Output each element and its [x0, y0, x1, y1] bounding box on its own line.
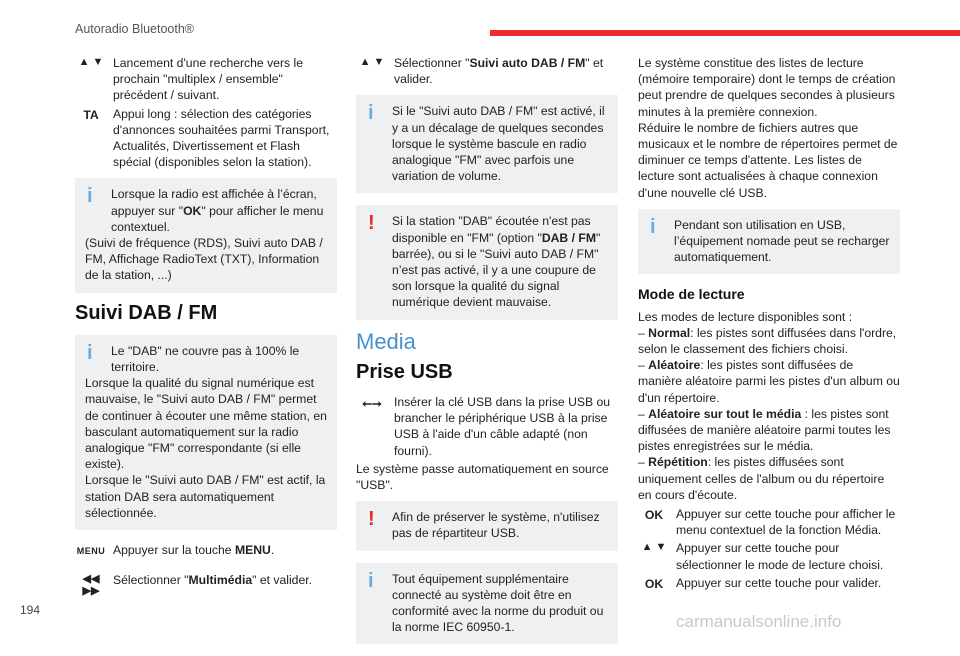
charging-text: Pendant son utilisation en USB, l’équipement nomade peut se recharger automatiquement. [674, 217, 890, 265]
ta-icon: TA [83, 107, 99, 122]
left-right-arrows-icon: ◀◀ ▶▶ [82, 573, 100, 598]
warning-box-sound-cut [356, 205, 618, 319]
menu-instruction-text: Appuyer sur la touche MENU. [113, 543, 275, 558]
ok-menu-text: Appuyer sur cette touche pour afficher le menu contextuel de la fonction Média. [676, 507, 896, 538]
usb-icon: ⭠⭢ [362, 396, 382, 411]
watermark: carmanualsonline.info [676, 612, 842, 631]
norm-text: Tout équipement supplémentaire connecté au système doit être en conformité avec la norme du produit ou la norme IEC 60950-1. [392, 571, 604, 635]
running-header: Autoradio Bluetooth® [75, 22, 195, 36]
mode-normal: – Normal: les pistes sont diffusées dans l'ordre, selon le classement des fichiers choisi. [638, 325, 897, 357]
info-box-dab-coverage [75, 335, 337, 530]
info-icon: i [368, 102, 374, 125]
modes-intro: Les modes de lecture disponibles sont : [638, 309, 853, 324]
heading-suivi-dab-fm: Suivi DAB / FM [75, 301, 218, 324]
menu-instruction [75, 542, 337, 558]
ta-instruction [75, 106, 337, 171]
search-multiplex-text: Lancement d'une recherche vers le prochain "multiplex / ensemble" précédent / suivant. [113, 56, 303, 103]
ok-key-icon: OK [644, 576, 664, 591]
usb-instruction-text: Insérer la clé USB dans la prise USB ou brancher le périphérique USB à la prise USB à l'aide d'un câble adapté (non fourni). [394, 395, 611, 458]
dab-coverage-text: Le "DAB" ne couvre pas à 100% le territoire. [111, 343, 300, 375]
info-icon: i [650, 215, 656, 238]
usb-hub-text: Afin de préserver le système, n'utilisez pas de répartiteur USB. [392, 510, 600, 541]
playlist-reduce-text: Réduire le nombre de fichiers autres que musicaux et le nombre de répertoires permet de diminuer ce temps d'attente. Les listes de lecture sont actualisées à chaque connexion d'une nouvelle clé USB. [638, 120, 898, 200]
info-box-delay [356, 95, 618, 193]
info-box-text: Lorsque la radio est affichée à l’écran, appuyer sur "OK" pour afficher le menu contextuel. [111, 187, 324, 234]
info-icon: i [87, 341, 93, 364]
ta-text: Appui long : sélection des catégories d'annonces souhaitées parmi Transport, Actualités, Divertissement et Flash spécial (disponibles selon la station). [113, 106, 330, 170]
heading-mode-de-lecture: Mode de lecture [638, 286, 745, 303]
up-down-arrows-icon: ▲ ▼ [641, 541, 667, 554]
ok-menu-instruction [638, 506, 900, 538]
menu-key-icon: MENU [76, 546, 106, 557]
column-3 [638, 55, 900, 593]
warning-box-usb-hub [356, 501, 618, 550]
ok-validate-instruction [638, 575, 900, 591]
select-mode-instruction [638, 540, 900, 572]
select-dab-fm-instruction [356, 55, 618, 87]
header-accent-bar [490, 30, 960, 36]
info-box-context-menu [75, 178, 337, 292]
info-box-charging [638, 209, 900, 275]
dab-active-text: Lorsque le "Suivi auto DAB / FM" est actif, la station DAB sera automatiquement sélectionnée. [85, 473, 326, 520]
mode-aleatoire: – Aléatoire: les pistes sont diffusées de manière aléatoire parmi les pistes d'un album ou d'un répertoire. [638, 358, 900, 405]
warning-icon: ! [368, 212, 375, 235]
section-media: Media [356, 328, 416, 354]
delay-text: Si le "Suivi auto DAB / FM" est activé, il y a un décalage de quelques secondes lorsque le système bascule en radio analogique "FM" avec parfois une variation de volume. [392, 104, 605, 184]
info-icon: i [87, 185, 93, 208]
multimedia-instruction-text: Sélectionner "Multimédia" et valider. [113, 573, 313, 588]
info-icon: i [368, 569, 374, 592]
playlist-creation-text: Le système constitue des listes de lecture (mémoire temporaire) dont le temps de création peut prendre de quelques secondes à plusieurs minutes à la première connexion. [638, 56, 896, 119]
up-down-arrows-icon: ▲ ▼ [359, 56, 385, 68]
info-box-norm [356, 563, 618, 645]
page-number: 194 [20, 603, 41, 617]
info-box-options: (Suivi de fréquence (RDS), Suivi auto DAB / FM, Affichage RadioText (TXT), Information de la station, ...) [85, 236, 323, 283]
heading-prise-usb: Prise USB [356, 360, 453, 383]
ok-key-icon: OK [644, 508, 664, 523]
usb-instruction [356, 394, 618, 459]
search-multiplex-instruction [75, 55, 337, 104]
select-dab-fm-text: Sélectionner "Suivi auto DAB / FM" et valider. [394, 56, 604, 87]
sound-cut-text: Si la station "DAB" écoutée n'est pas disponible en "FM" (option "DAB / FM" barrée), ou si le "Suivi auto DAB / FM" n’est pas activé, il y a une coupure de son lorsque la qualité du signal numérique devient mauvaise. [392, 214, 601, 310]
mode-repetition: – Répétition: les pistes diffusées sont uniquement celles de l'album ou du répertoire en cours d'écoute. [638, 455, 885, 502]
column-1 [75, 55, 337, 598]
select-mode-text: Appuyer sur cette touche pour sélectionner le mode de lecture choisi. [676, 541, 884, 572]
mode-aleatoire-tout: – Aléatoire sur tout le média : les pistes sont diffusées de manière aléatoire parmi toutes les pistes enregistrées sur le média. [638, 406, 891, 454]
dab-quality-text: Lorsque la qualité du signal numérique est mauvaise, le "Suivi auto DAB / FM" permet de continuer à écouter une même station, en basculant automatiquement sur la radio analogique "FM" correspondante (si elle existe). [85, 376, 327, 472]
up-down-arrows-icon: ▲ ▼ [78, 56, 104, 68]
ok-validate-text: Appuyer sur cette touche pour valider. [676, 575, 882, 590]
column-2 [356, 55, 618, 656]
multimedia-instruction [75, 572, 337, 598]
warning-icon: ! [368, 508, 375, 531]
usb-auto-source-text: Le système passe automatiquement en source "USB". [356, 461, 609, 493]
